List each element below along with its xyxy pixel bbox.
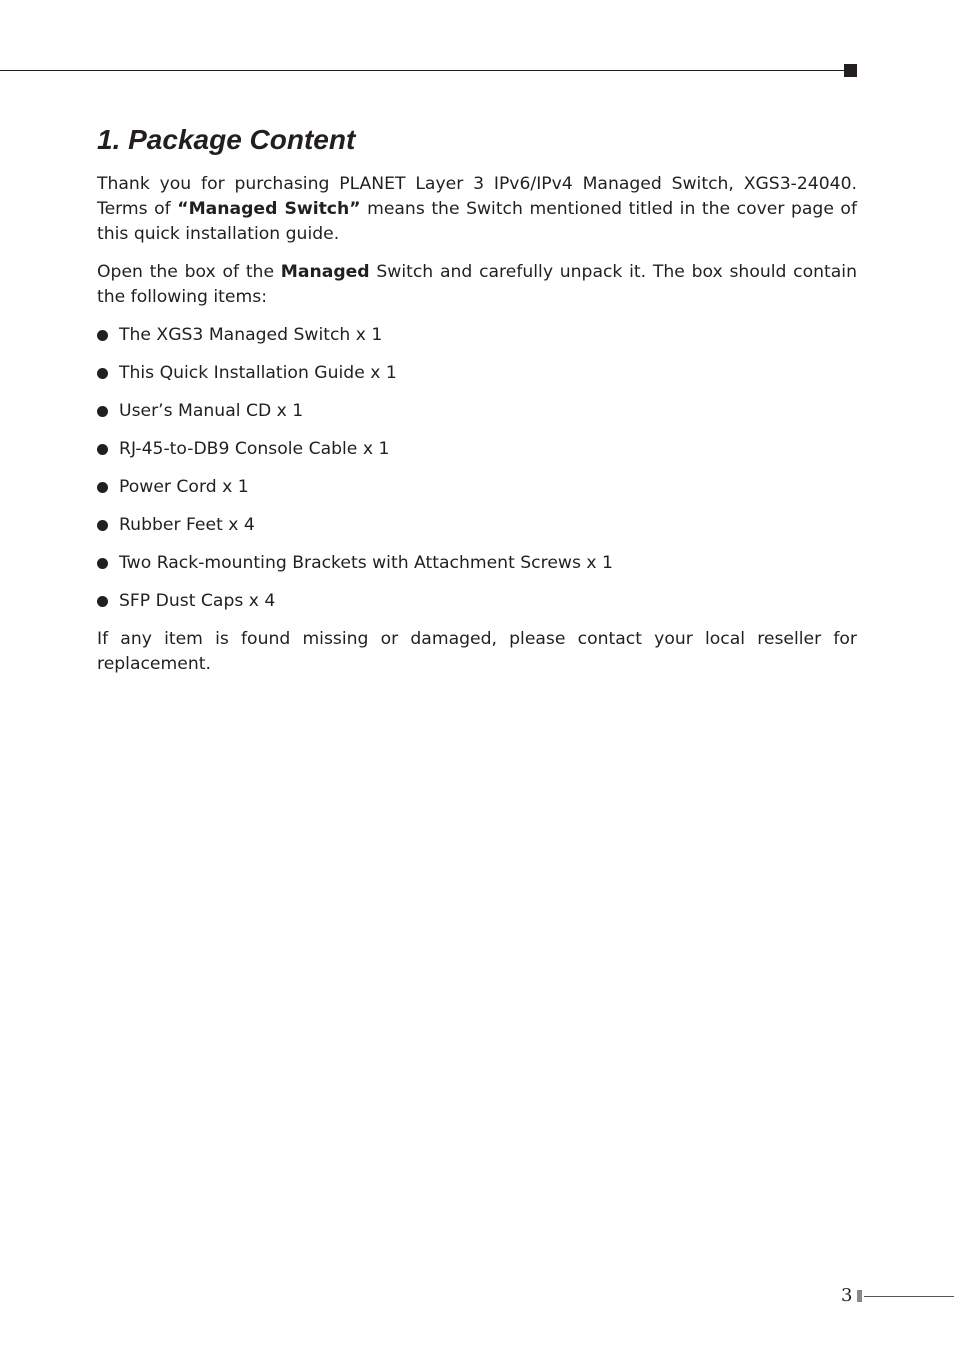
bullet-icon xyxy=(97,368,108,379)
bullet-icon xyxy=(97,520,108,531)
intro-text-end: means the Switch mentioned titled in the cover page of this quick installation guide. xyxy=(97,199,857,244)
bullet-icon xyxy=(97,330,108,341)
intro-paragraph xyxy=(97,172,857,247)
list-item-text: This Quick Installation Guide x 1 xyxy=(119,363,397,383)
unpack-text-end: Switch and carefully unpack it. The box should contain the following items: xyxy=(97,262,857,307)
list-item xyxy=(97,475,857,500)
list-item-text: User’s Manual CD x 1 xyxy=(119,401,304,421)
list-item xyxy=(97,323,857,348)
list-item-text: Power Cord x 1 xyxy=(119,477,249,497)
bullet-icon xyxy=(97,444,108,455)
page-number: 3 xyxy=(841,1285,853,1306)
list-item-text: The XGS3 Managed Switch x 1 xyxy=(119,325,383,345)
list-item-text: RJ-45-to-DB9 Console Cable x 1 xyxy=(119,439,390,459)
header-square-marker xyxy=(844,64,857,77)
bullet-icon xyxy=(97,482,108,493)
closing-paragraph: If any item is found missing or damaged, please contact your local reseller for replacement. xyxy=(97,629,857,674)
page-title: 1. Package Content xyxy=(97,124,356,155)
list-item-text: Two Rack-mounting Brackets with Attachment Screws x 1 xyxy=(119,553,613,573)
list-item xyxy=(97,437,857,462)
list-item xyxy=(97,589,857,614)
list-item-text: SFP Dust Caps x 4 xyxy=(119,591,276,611)
package-items-list xyxy=(97,323,857,614)
footer-tick-marker xyxy=(857,1290,862,1302)
header-rule xyxy=(0,70,846,71)
intro-bold-term: “Managed Switch” xyxy=(177,199,361,219)
bullet-icon xyxy=(97,406,108,417)
intro-text-start: Thank you for purchasing PLANET Layer 3 IPv6/IPv4 Managed Switch, XGS3-24040. Terms of xyxy=(97,174,857,219)
unpack-paragraph xyxy=(97,260,857,310)
unpack-text-start: Open the box of the xyxy=(97,262,281,282)
footer-rule xyxy=(864,1296,954,1297)
bullet-icon xyxy=(97,596,108,607)
list-item xyxy=(97,361,857,386)
list-item xyxy=(97,399,857,424)
main-content xyxy=(97,120,857,690)
list-item xyxy=(97,513,857,538)
list-item xyxy=(97,551,857,576)
bullet-icon xyxy=(97,558,108,569)
unpack-bold-term: Managed xyxy=(280,262,370,282)
list-item-text: Rubber Feet x 4 xyxy=(119,515,255,535)
